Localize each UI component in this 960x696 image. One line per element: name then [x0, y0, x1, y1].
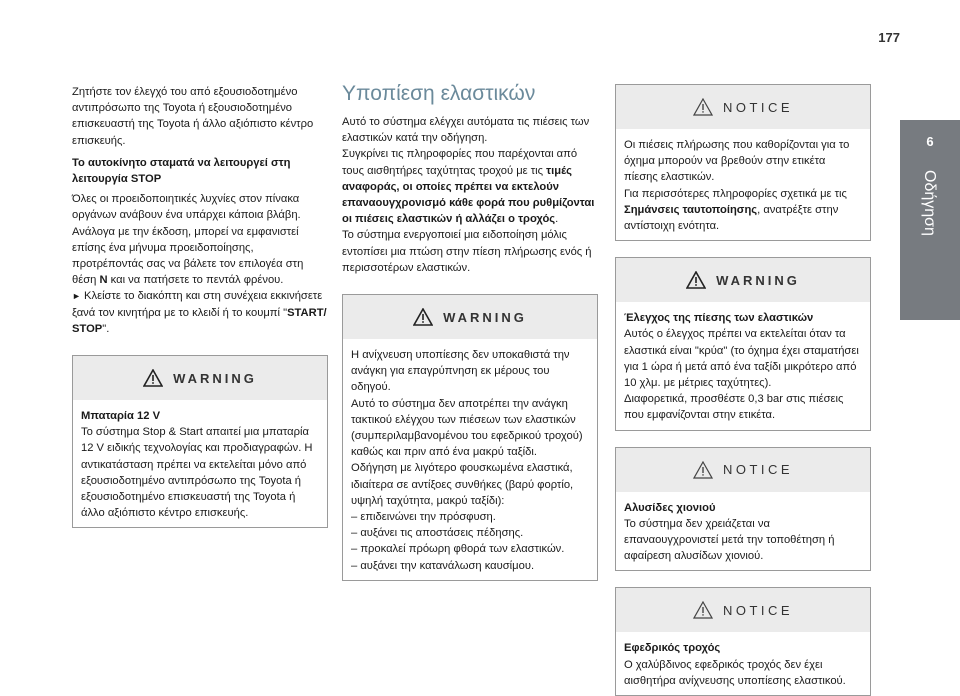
snow-chains-notice-box	[615, 447, 871, 572]
warning-label: WARNING	[173, 370, 257, 386]
warning-triangle-icon	[143, 369, 163, 387]
chapter-number: 6	[926, 134, 934, 149]
intro-paragraph: Ζητήστε τον έλεγχό του από εξουσιοδοτημένο αντιπρόσωπο της Toyota ή εξουσιοδοτημένο επισκευαστή της Toyota ή άλλο αξιόπιστο κέντρο επισκευής.	[72, 86, 314, 147]
column-middle	[342, 82, 598, 581]
battery-warning-box	[72, 355, 328, 528]
warning-header	[343, 295, 597, 339]
underinflation-warning-box	[342, 294, 598, 581]
spare-wheel-body: Ο χαλύβδινος εφεδρικός τροχός δεν έχει αισθητήρα ανίχνευσης υποπίεσης ελαστικού.	[624, 658, 846, 687]
snow-chains-title: Αλυσίδες χιονιού	[624, 501, 716, 514]
tpms-paragraph-2: Συγκρίνει τις πληροφορίες που παρέχονται από τους αισθητήρες ταχύτητας τροχού με τις τιμές αναφοράς, οι οποίες πρέπει να εκτελούν επαναουγχρονισμό κάθε φορά που ρυθμίζονται οι πιέσεις ελαστικών ή αλλάζει ο τροχός.	[342, 148, 595, 226]
page-number: 177	[878, 30, 900, 45]
chapter-title: Οδήγηση	[921, 170, 938, 236]
column-left	[72, 84, 328, 528]
notice-label: NOTICE	[722, 462, 794, 478]
notice-header	[616, 588, 870, 632]
spare-wheel-notice-box	[615, 587, 871, 696]
warning-paragraph-1: Η ανίχνευση υποπίεσης δεν υποκαθιστά την ανάγκη για επαγρύπνηση εκ μέρους του οδηγού.	[351, 349, 570, 394]
chapter-tab[interactable]	[900, 120, 960, 320]
stop-mode-paragraph-1: Όλες οι προειδοποιητικές λυχνίες στον πίνακα οργάνων ανάβουν ένα υπάρχει κάποια βλάβη.	[72, 193, 301, 222]
bullet-arrow-icon: ►	[72, 291, 81, 302]
snow-chains-body: Το σύστημα δεν χρειάζεται να επαναουγχρονιστεί μετά την τοποθέτηση ή αφαίρεση αλυσίδων χιονιού.	[624, 517, 835, 563]
battery-title: Μπαταρία 12 V	[81, 410, 161, 423]
warning-paragraph-2: Αυτό το σύστημα δεν αποτρέπει την ανάγκη τακτικού ελέγχου των πιέσεων των ελαστικών (συμπεριλαμβανομένου του εφεδρικού τροχού) καθώς και πριν από ένα μακρύ ταξίδι.	[351, 397, 583, 459]
stop-mode-heading: Το αυτοκίνητο σταματά να λειτουργεί στη λειτουργία STOP	[72, 156, 291, 186]
list-item: – επιδεινώνει την πρόσφυση.	[351, 511, 496, 524]
warning-paragraph-3: Οδήγηση με λιγότερο φουσκωμένα ελαστικά, ιδιαίτερα σε αντίξοες συνθήκες (βαρύ φορτίο, υψηλή ταχύτητα, μακρύ ταξίδι):	[351, 462, 574, 507]
notice-header	[616, 448, 870, 492]
notice-paragraph-2: Για περισσότερες πληροφορίες σχετικά με τις Σημάνσεις ταυτοποίησης, ανατρέξτε στην αντίστοιχη ενότητα.	[624, 187, 847, 233]
restart-bullet: ► Κλείστε το διακόπτη και στη συνέχεια εκκινήσετε ξανά τον κινητήρα με το κλειδί ή το κουμπί "START/ STOP".	[72, 290, 327, 335]
pressure-check-warning-box	[615, 257, 871, 430]
pressure-check-title: Έλεγχος της πίεσης των ελαστικών	[624, 312, 814, 325]
notice-label: NOTICE	[722, 602, 794, 618]
list-item: – αυξάνει τις αποστάσεις πέδησης.	[351, 527, 524, 540]
stop-mode-paragraph-2: Ανάλογα με την έκδοση, μπορεί να εμφανιστεί επίσης ένα μήνυμα προειδοποίησης, προτρέποντάς σας να βάλετε τον επιλογέα στη θέση N και να πατήσετε το πεντάλ φρένου.	[72, 225, 304, 287]
pressure-check-paragraph-2: Διαφορετικά, προσθέστε 0,3 bar στις πιέσεις που εμφανίζονται στην ετικέτα.	[624, 393, 844, 422]
pressure-notice-box	[615, 84, 871, 241]
section-title: Υποπίεση ελαστικών	[342, 82, 536, 105]
notice-header	[616, 85, 870, 129]
column-right	[615, 84, 871, 696]
notice-triangle-icon	[693, 461, 713, 479]
warning-triangle-icon	[413, 308, 433, 326]
spare-wheel-title: Εφεδρικός τροχός	[624, 642, 721, 655]
battery-body: Το σύστημα Stop & Start απαιτεί μια μπαταρία 12 V ειδικής τεχνολογίας και προδιαγραφών. Η αντικατάσταση πρέπει να εκτελείται μόνο από εξουσιοδοτημένο αντιπρόσωπο της Toyota ή εξουσιοδοτημένο επισκευαστή της Toyota ή άλλο αξιόπιστο κέντρο επισκευής.	[81, 426, 313, 520]
notice-paragraph-1: Οι πιέσεις πλήρωσης που καθορίζονται για το όχημα μπορούν να βρεθούν στην ετικέτα πίεσης ελαστικών.	[624, 139, 850, 184]
notice-triangle-icon	[693, 601, 713, 619]
warning-label: WARNING	[716, 272, 800, 288]
notice-label: NOTICE	[722, 99, 794, 115]
warning-label: WARNING	[443, 309, 527, 325]
list-item: – αυξάνει την κατανάλωση καυσίμου.	[351, 559, 535, 572]
list-item: – προκαλεί πρόωρη φθορά των ελαστικών.	[351, 543, 565, 556]
warning-header	[73, 356, 327, 400]
tpms-paragraph-3: Το σύστημα ενεργοποιεί μια ειδοποίηση μόλις εντοπίσει μια πτώση στην πίεση πλήρωσης ενός ή περισσοτέρων ελαστικών.	[342, 229, 592, 274]
warning-header	[616, 258, 870, 302]
warning-triangle-icon	[686, 271, 706, 289]
tpms-paragraph-1: Αυτό το σύστημα ελέγχει αυτόματα τις πιέσεις των ελαστικών κατά την οδήγηση.	[342, 116, 590, 145]
notice-triangle-icon	[693, 98, 713, 116]
pressure-check-paragraph-1: Αυτός ο έλεγχος πρέπει να εκτελείται όταν τα ελαστικά είναι "κρύα" (το όχημα έχει σταματήσει για 1 ώρα ή μετά από ένα ταξίδι μικρότερο από 10 χλμ. με μέτριες ταχύτητες).	[624, 328, 859, 390]
